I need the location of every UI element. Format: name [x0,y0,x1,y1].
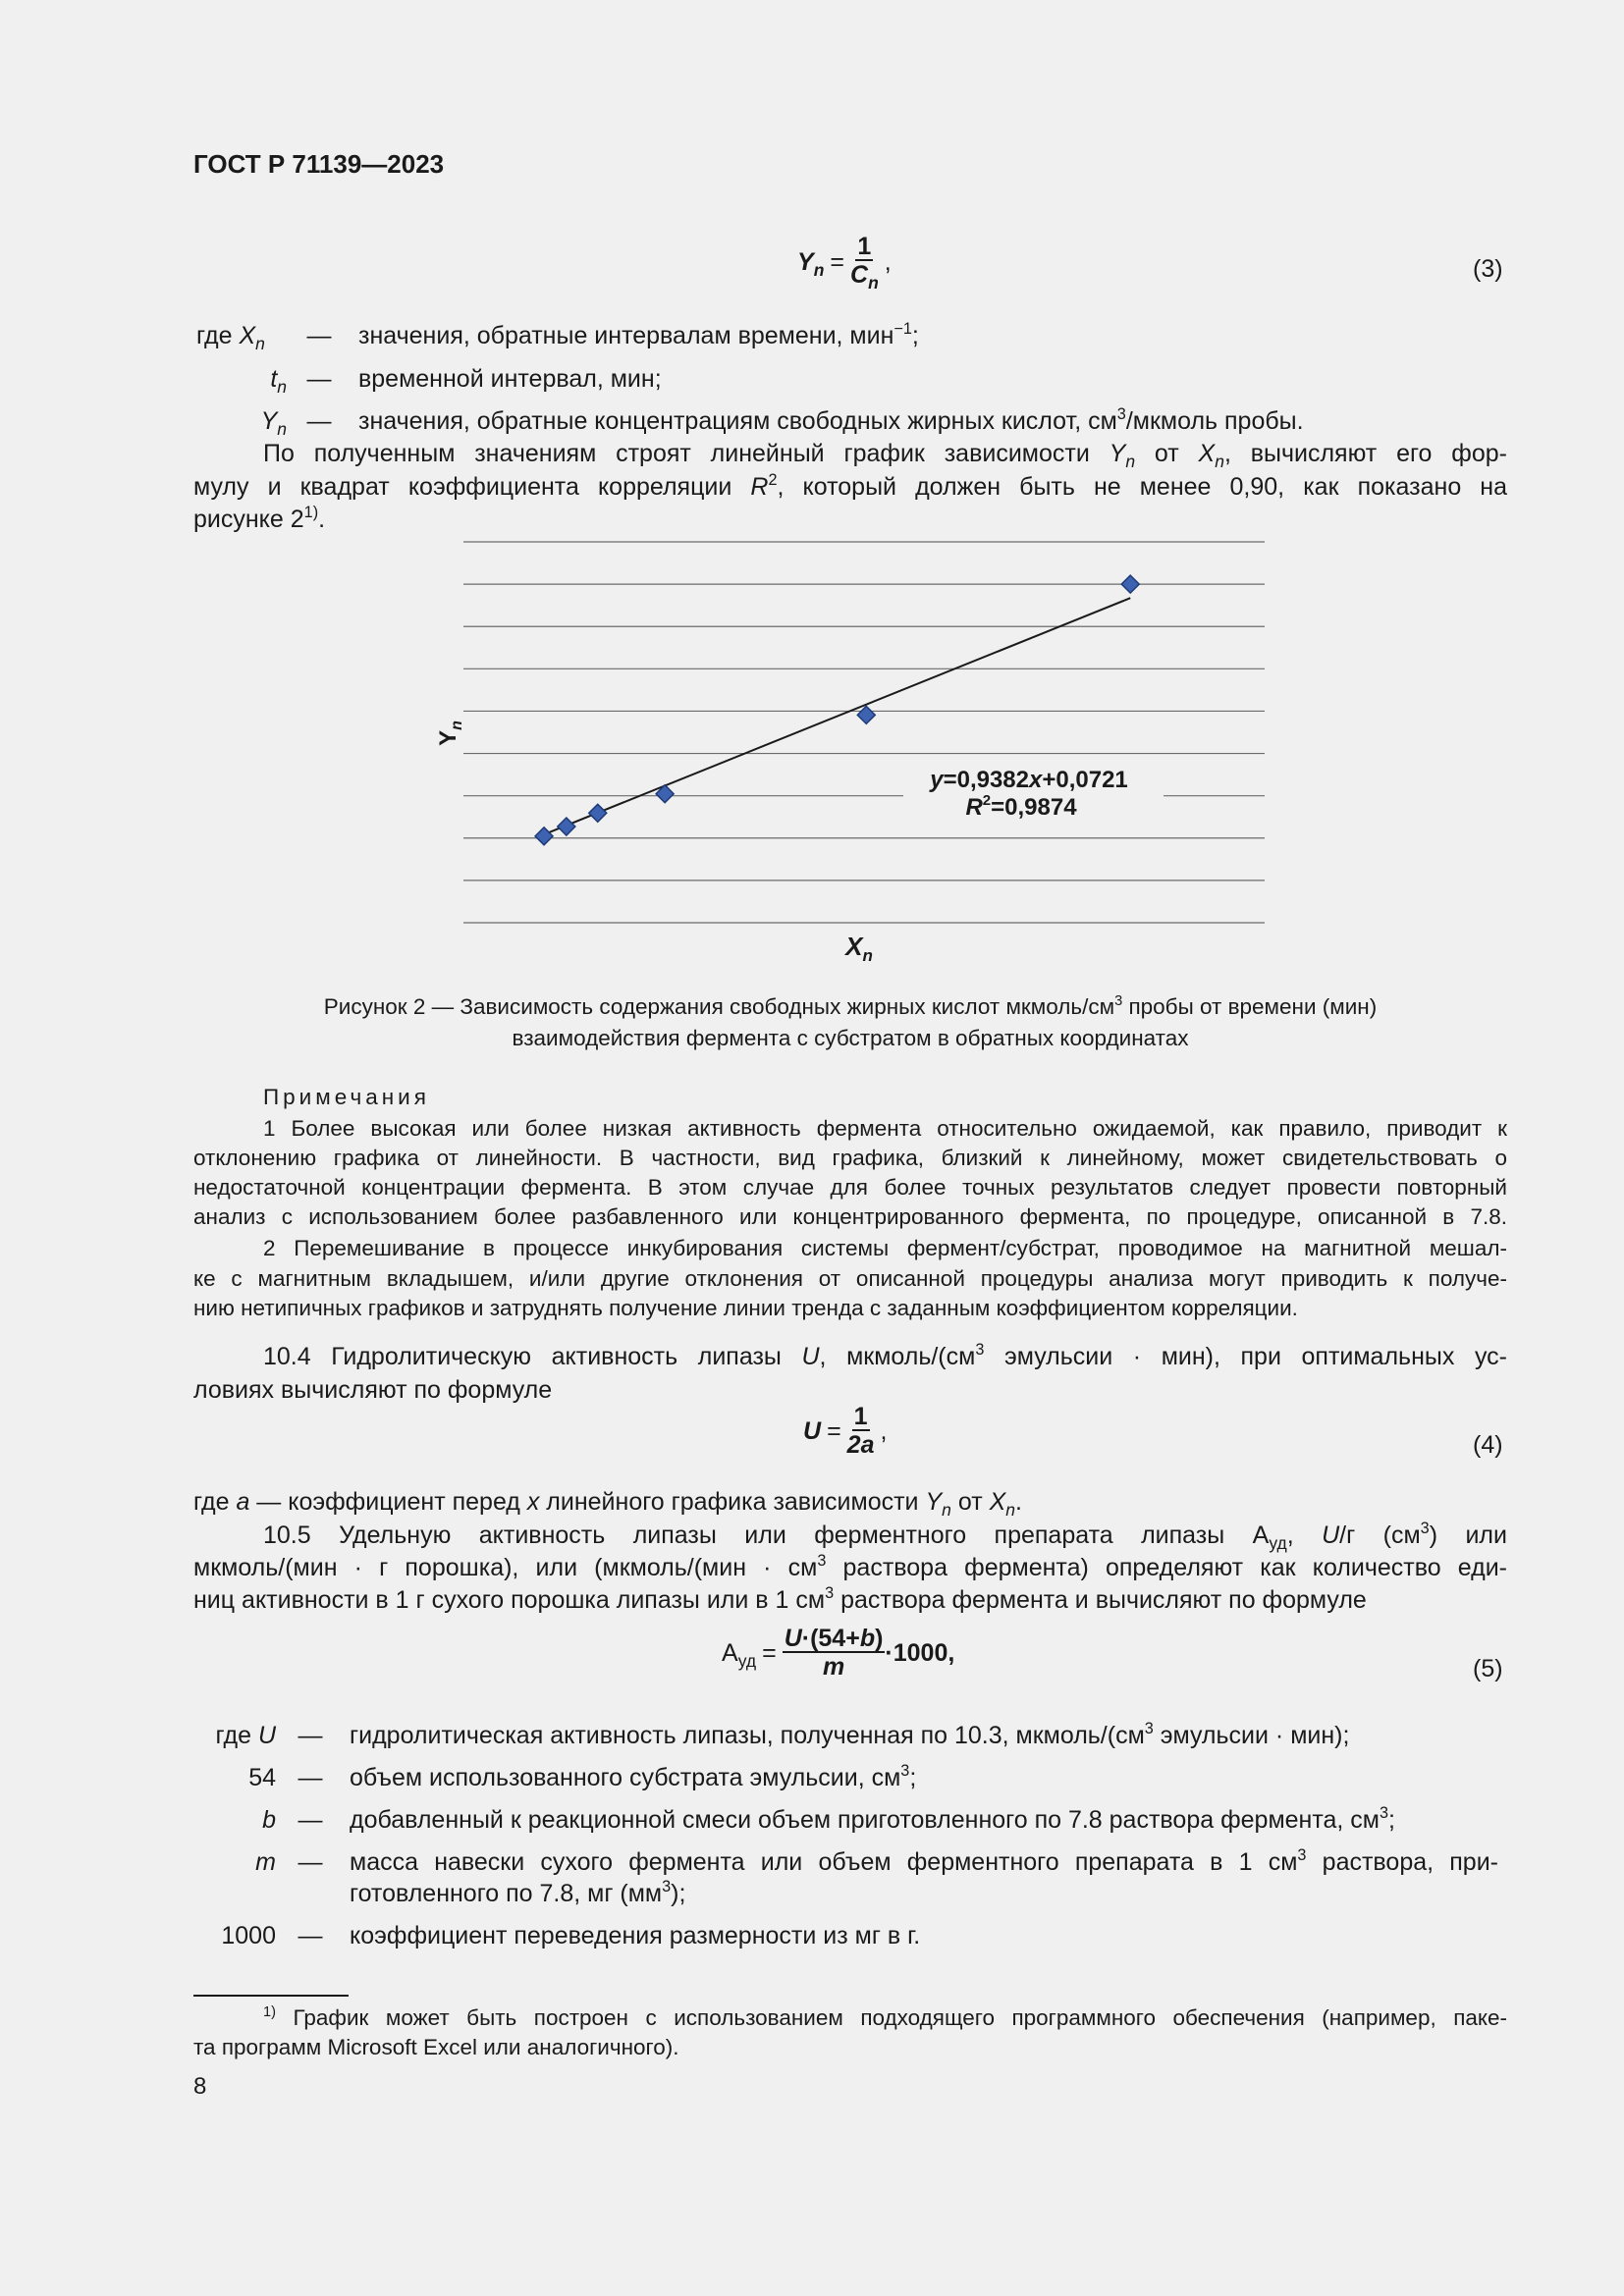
note2-line2: ке с магнитным вкладышем, и/или другие отклонения от описанной процедуры анализа могут приводить к получе- [193,1266,1507,1291]
eq5-equals: = [762,1638,777,1667]
sec105-line3: ниц активности в 1 г сухого порошка липазы или в 1 $см^3$ раствора фермента и вычисляют по формуле [193,1584,1367,1614]
def-a-line: где a — коэффициент перед x линейного графика зависимости $Y_n$ от $X_n$. [193,1488,1022,1521]
eq4-comma: , [880,1416,888,1445]
def1-dash-t: — [306,365,332,393]
eq4-denominator: 2a [846,1431,875,1459]
eq3-equals: = [830,247,844,276]
def2-label-u: где U [215,1722,276,1749]
eq4-fraction [847,1404,875,1459]
def1-label-y: $Y_n$ [260,407,287,440]
note2-line3: нию нетипичных графиков и затруднять получение линии тренда с заданным коэффициентом корреляции. [193,1296,1298,1320]
eq5-multiplier: ·1000, [885,1638,955,1667]
note1-line3: недостаточной концентрации фермента. В этом случае для более точных результатов следует провести повторный [193,1175,1507,1200]
def2-text-b: добавленный к реакционной смеси объем приготовленного по 7.8 раствора фермента, $см^3$; [350,1804,1395,1834]
eq5-numerator: U·(54+b) [784,1625,884,1652]
annotation-r-squared: $R^2=0,9874$ [965,792,1077,821]
def1-text-t: временной интервал, мин; [358,365,662,393]
eq3-comma: , [884,247,892,276]
document-header: ГОСТ Р 71139—2023 [193,149,445,179]
def2-dash-u: — [298,1722,323,1749]
eq3-fraction [850,233,879,294]
def1-label-t: $t_n$ [270,365,287,398]
eq5-lhs: $А_{уд}$ [722,1638,757,1671]
sec104-line1: 10.4 Гидролитическую активность липазы U, мкмоль/($см^3$ эмульсии · мин), при оптимальных ус- [263,1341,1507,1370]
sec105-line1: 10.5 Удельную активность липазы или ферментного препарата липазы $А_{уд}$, U/г $(см^3)$ или [263,1520,1507,1554]
para1-line2: мулу и квадрат коэффициента корреляции $R^2$, который должен быть не менее 0,90, как показано на [193,471,1508,501]
data-point [589,804,607,822]
para1-line1: По полученным значениям строят линейный график зависимости $Y_n$ от $X_n$, вычисляют его фор- [263,440,1507,472]
footnote-line1: $^{1)}$ График может быть построен с использованием подходящего программного обеспечения (например, паке- [263,2004,1507,2030]
eq3-lhs: $Y_n$ [797,247,825,280]
sec104-line2: ловиях вычисляют по формуле [193,1376,553,1404]
figure-caption-line1: Рисунок 2 — Зависимость содержания свободных жирных кислот мкмоль/$см^3$ пробы от времени (мин) [323,993,1378,1019]
note2-line1: 2 Перемешивание в процессе инкубирования системы фермент/субстрат, проводимое на магнитной мешал- [263,1236,1507,1260]
def2-label-m: m [255,1848,276,1876]
def1-text-y: значения, обратные концентрациям свободных жирных кислот, $см^3$/мкмоль пробы. [358,405,1304,435]
def2-dash-m: — [298,1848,323,1876]
eq4-numerator: 1 [853,1403,868,1430]
equation-3-number: (3) [1473,255,1503,283]
chart-annotation [903,761,1164,829]
annotation-equation: y=0,9382x+0,0721 [930,767,1128,793]
data-point [857,706,875,723]
page-number: 8 [193,2073,207,2100]
sec105-line2: мкмоль/(мин · г порошка), или (мкмоль/(мин · $см^3$ раствора фермента) определяют как количество еди- [193,1552,1508,1581]
figure-caption-line2: взаимодействия фермента с субстратом в обратных координатах [512,1026,1189,1050]
def2-text-u: гидролитическая активность липазы, полученная по 10.3, мкмоль/($см^3$ эмульсии · мин); [350,1720,1350,1749]
footnote-line2: та программ Microsoft Excel или аналогичного). [193,2035,679,2059]
note1-line2: отклонению графика от линейности. В частности, вид графика, близкий к линейному, может свидетельствовать о [193,1146,1507,1170]
def2-dash-54: — [298,1764,323,1791]
def2-text-54: объем использованного субстрата эмульсии, $см^3$; [350,1762,917,1791]
equation-3 [797,233,892,294]
data-point [1121,575,1139,593]
equation-4 [803,1404,887,1459]
def2-label-b: b [262,1806,276,1834]
data-point [558,818,575,835]
def1-label-x: где $X_n$ [196,322,265,354]
def1-dash-x: — [306,322,332,349]
data-point [535,828,553,845]
def2-label-54: 54 [248,1764,276,1791]
def2-dash-b: — [298,1806,323,1834]
equation-4-number: (4) [1473,1431,1503,1459]
eq3-numerator: 1 [857,233,872,260]
def1-dash-y: — [306,407,332,435]
notes-title: Примечания [263,1085,430,1109]
eq5-denominator: m [822,1653,845,1681]
def2-text-m: масса навески сухого фермента или объем ферментного препарата в 1 $см^3$ раствора, при- [350,1846,1499,1876]
eq3-denominator: $C_n$ [850,261,879,294]
note1-line1: 1 Более высокая или более низкая активность фермента относительно ожидаемой, как правило, приводит к [263,1116,1507,1141]
equation-5 [722,1626,954,1681]
chart-gridlines [463,542,1265,923]
eq4-equals: = [827,1416,841,1445]
trend-chart [412,530,1296,972]
def2-label-1000: 1000 [221,1922,276,1949]
eq4-lhs: U [803,1416,822,1445]
footnote-separator [193,1995,349,1997]
note1-line4: анализ с использованием более разбавленного или концентрированного фермента, по процедуре, описанной в 7.8. [193,1204,1507,1229]
x-axis-label: $X_n$ [845,932,873,965]
y-axis-label: $Y_n$ [435,721,465,746]
def1-text-x: значения, обратные интервалам времени, мин$^{-1}$; [358,320,919,349]
def2-dash-1000: — [298,1922,323,1949]
def2-text-m-cont: готовленного по 7.8, мг $(мм^3)$; [350,1878,686,1907]
def2-text-1000: коэффициент переведения размерности из мг в г. [350,1922,921,1949]
equation-5-number: (5) [1473,1655,1503,1682]
eq5-fraction [783,1626,886,1681]
para1-line3: рисунке 2$^{1)}$. [193,504,326,533]
